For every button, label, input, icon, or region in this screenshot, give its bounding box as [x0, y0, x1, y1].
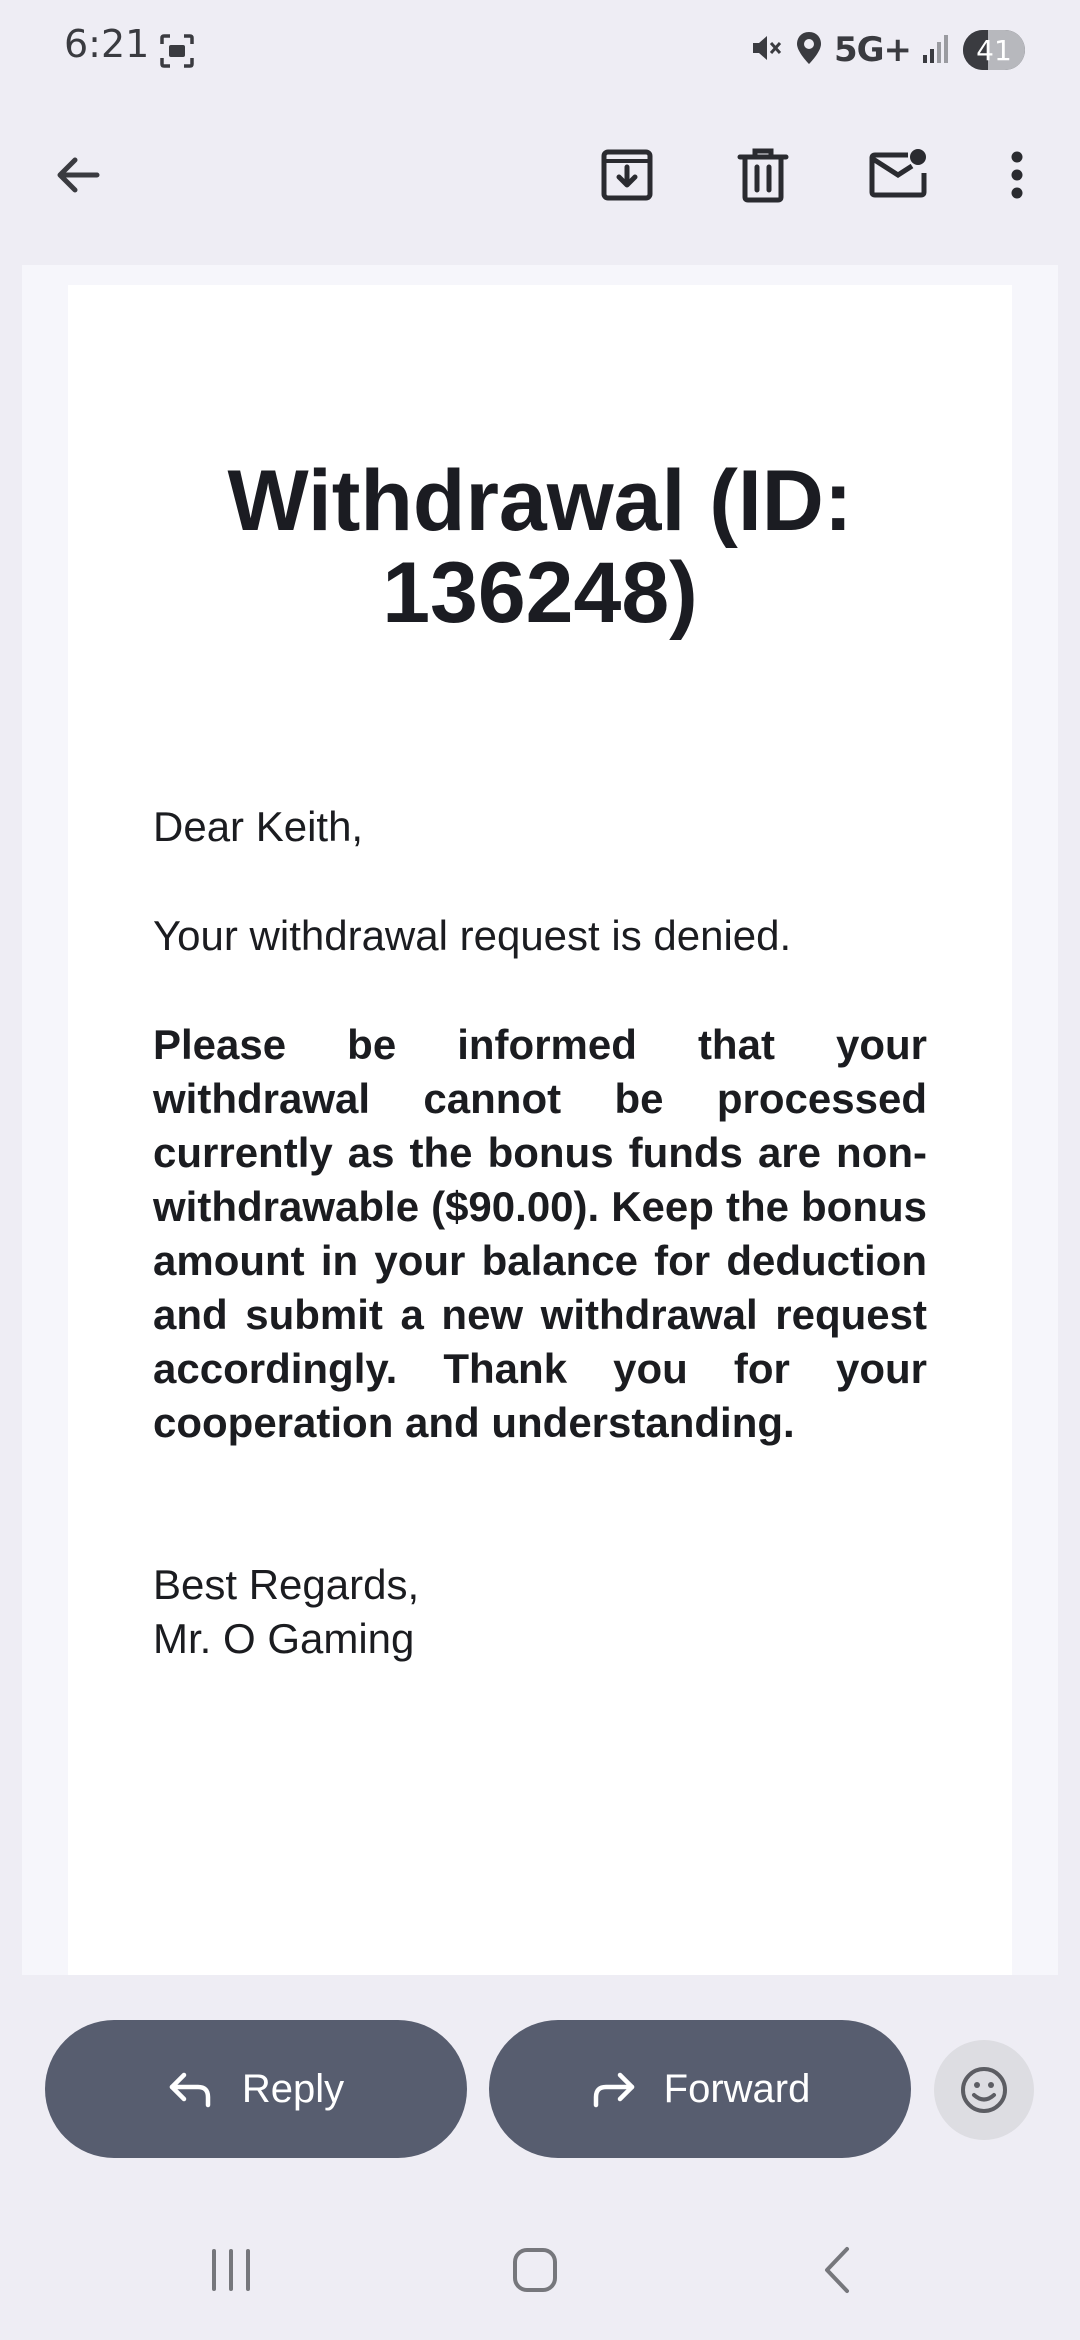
emoji-icon	[958, 2064, 1010, 2116]
email-body	[153, 800, 927, 1666]
more-options-button[interactable]	[980, 138, 1054, 212]
reply-button[interactable]	[45, 2020, 467, 2158]
forward-label: Forward	[663, 2066, 811, 2111]
forward-button[interactable]	[489, 2020, 911, 2158]
battery-indicator	[963, 30, 1025, 70]
mute-icon	[748, 30, 784, 71]
back-button[interactable]	[40, 138, 114, 212]
home-icon	[510, 2245, 560, 2295]
reply-label: Reply	[241, 2066, 345, 2111]
network-type: 5G+	[833, 30, 911, 70]
system-nav-bar	[0, 2200, 1080, 2340]
signal-icon	[921, 31, 953, 70]
location-icon	[794, 30, 824, 71]
email-signature: Mr. O Gaming	[153, 1615, 415, 1662]
reply-icon	[168, 2069, 214, 2109]
screenshot-icon	[158, 32, 196, 70]
status-time: 6:21	[64, 22, 150, 66]
archive-button[interactable]	[590, 138, 664, 212]
email-toolbar	[0, 100, 1080, 265]
emoji-reaction-button[interactable]	[934, 2040, 1034, 2140]
arrow-left-icon	[51, 149, 103, 201]
back-nav-button[interactable]	[806, 2238, 870, 2302]
home-button[interactable]	[503, 2238, 567, 2302]
recent-apps-icon	[206, 2245, 256, 2295]
status-indicators	[748, 24, 1025, 76]
email-greeting: Dear Keith,	[153, 803, 364, 850]
more-vertical-icon	[1007, 147, 1027, 203]
recent-apps-button[interactable]	[199, 2238, 263, 2302]
email-regards: Best Regards,	[153, 1561, 420, 1608]
email-title: Withdrawal (ID: 136248)	[227, 453, 853, 641]
archive-icon	[599, 147, 655, 203]
delete-button[interactable]	[726, 138, 800, 212]
email-notice: Please be informed that your withdrawal cannot be processed currently as the bonus funds are non-withdrawable ($90.00). Keep the bonus amount in your balance for deduction and submit a new withdrawal request accordingly. Thank you for your cooperation and understanding.	[153, 1021, 927, 1446]
forward-icon	[590, 2069, 636, 2109]
trash-icon	[736, 147, 790, 203]
mark-unread-button[interactable]	[862, 138, 936, 212]
mail-unread-icon	[868, 147, 930, 203]
battery-level: 41	[976, 33, 1012, 67]
chevron-left-icon	[813, 2245, 863, 2295]
status-bar	[0, 0, 1080, 100]
email-denied-message: Your withdrawal request is denied.	[153, 912, 792, 959]
